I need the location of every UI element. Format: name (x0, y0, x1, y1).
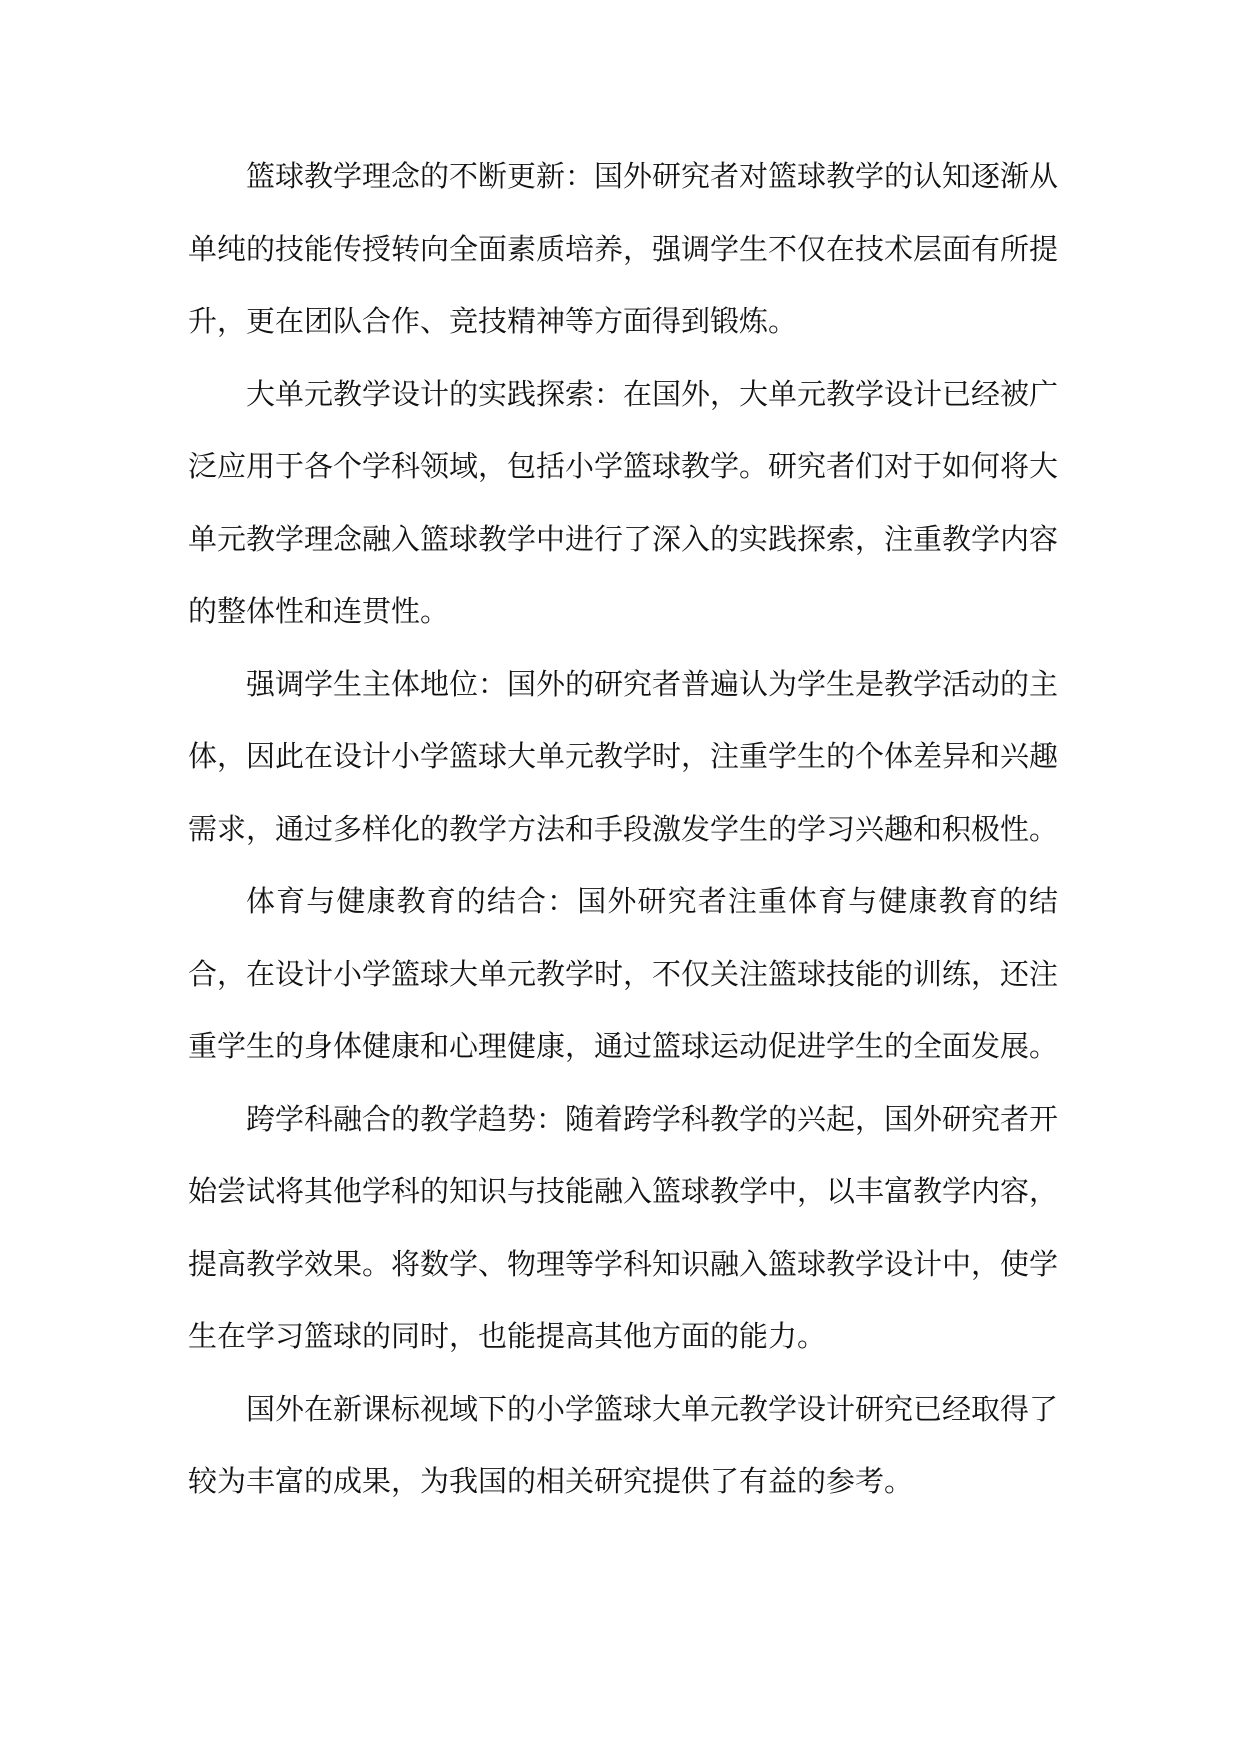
paragraph-summary: 国外在新课标视域下的小学篮球大单元教学设计研究已经取得了较为丰富的成果，为我国的相关研究提供了有益的参考。 (188, 1391, 1059, 1498)
paragraph-pe-health-integration: 体育与健康教育的结合：国外研究者注重体育与健康教育的结合，在设计小学篮球大单元教学时，不仅关注篮球技能的训练，还注重学生的身体健康和心理健康，通过篮球运动促进学生的全面发展。 (188, 884, 1059, 1063)
document-body (188, 140, 1058, 1518)
paragraph-unit-design-practice: 大单元教学设计的实践探索：在国外，大单元教学设计已经被广泛应用于各个学科领域，包括小学篮球教学。研究者们对于如何将大单元教学理念融入篮球教学中进行了深入的实践探索，注重教学内容的整体性和连贯性。 (188, 376, 1059, 628)
paragraph-teaching-philosophy: 篮球教学理念的不断更新：国外研究者对篮球教学的认知逐渐从单纯的技能传授转向全面素质培养，强调学生不仅在技术层面有所提升，更在团队合作、竞技精神等方面得到锻炼。 (188, 159, 1059, 338)
paragraph-student-centered: 强调学生主体地位：国外的研究者普遍认为学生是教学活动的主体，因此在设计小学篮球大单元教学时，注重学生的个体差异和兴趣需求，通过多样化的教学方法和手段激发学生的学习兴趣和积极性。 (188, 666, 1059, 846)
paragraph-interdisciplinary-trend: 跨学科融合的教学趋势：随着跨学科教学的兴起，国外研究者开始尝试将其他学科的知识与技能融入篮球教学中，以丰富教学内容，提高教学效果。将数学、物理等学科知识融入篮球教学设计中，使学生在学习篮球的同时，也能提高其他方面的能力。 (188, 1101, 1059, 1353)
